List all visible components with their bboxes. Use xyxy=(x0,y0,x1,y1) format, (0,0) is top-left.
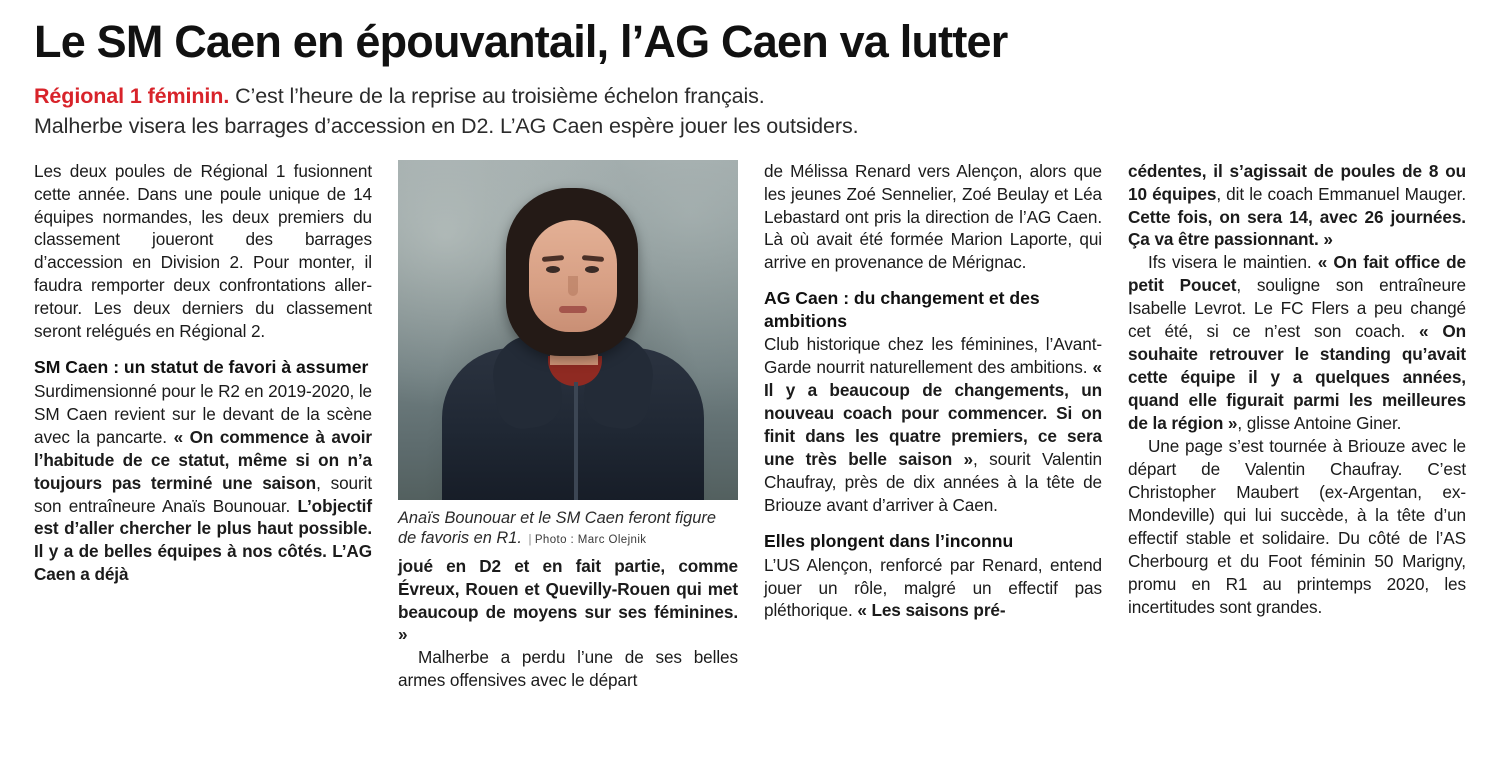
credit-name: Marc Olejnik xyxy=(577,534,647,547)
paragraph xyxy=(764,333,1102,517)
paragraph xyxy=(1128,160,1466,252)
credit-separator: | xyxy=(528,534,532,547)
quote-run: « On commence à avoir l’habitude de ce statut, même si on n’a toujours pas terminé une saison xyxy=(34,426,372,493)
photo-mouth xyxy=(559,306,587,313)
text-run: L’US Alençon, renforcé par Renard, entend jouer un rôle, malgré un effectif pas pléthorique. xyxy=(764,554,1102,621)
section-subhead-sm-caen: SM Caen : un statut de favori à assumer xyxy=(34,357,369,378)
column-1 xyxy=(34,160,372,587)
photo-zipper xyxy=(574,382,578,500)
text-run: , sourit Valentin Chaufray, près de dix années à la tête de Briouze avant d’arriver à Caen. xyxy=(764,449,1102,516)
paragraph xyxy=(1128,251,1466,435)
paragraph xyxy=(34,380,372,587)
paragraph xyxy=(764,554,1102,623)
section-subhead-inconnu: Elles plongent dans l’inconnu xyxy=(764,531,1014,552)
quote-run: Cette fois, on sera 14, avec 26 journées. Ça va être passionnant. » xyxy=(1128,206,1466,250)
page-title: Le SM Caen en épouvantail, l’AG Caen va lutter xyxy=(34,16,1008,67)
text-run: , dit le coach Emmanuel Mauger. xyxy=(1216,183,1467,204)
column-2 xyxy=(398,160,738,693)
caption-text: Anaïs Bounouar et le SM Caen feront figure de favoris en R1. xyxy=(398,508,716,548)
photo-nose xyxy=(568,276,578,296)
paragraph: Les deux poules de Régional 1 fusionnent cette année. Dans une poule unique de 14 équipes normandes, les deux premiers du classement joueront des barrages d’accession en Division 2. Pour monter, il faudra remporter deux confrontations aller-retour. Les deux derniers du classement seront relégués en Régional 2. xyxy=(34,160,372,342)
quote-run: « Les saisons pré- xyxy=(857,600,1006,621)
paragraph: Malherbe a perdu l’une de ses belles armes offensives avec le départ xyxy=(398,647,738,691)
credit-label: Photo : xyxy=(534,534,575,547)
photo-eye-left xyxy=(546,266,560,273)
paragraph: de Mélissa Renard vers Alençon, alors que les jeunes Zoé Sennelier, Zoé Beulay et Léa Lebastard ont pris la direction de l’AG Caen. Là où avait été formée Marion Laporte, qui arrive en provenance de Mérignac. xyxy=(764,160,1102,273)
paragraph: joué en D2 et en fait partie, comme Évreux, Rouen et Quevilly-Rouen qui met beaucoup de moyens sur ses féminines. » xyxy=(398,555,738,645)
article-figure xyxy=(398,160,738,549)
text-run: Ifs visera le maintien. xyxy=(1148,252,1318,273)
text-run: , glisse Antoine Giner. xyxy=(1237,413,1402,434)
quote-run: « On fait office de petit Poucet xyxy=(1128,252,1466,296)
quote-run: L’objectif est d’aller chercher le plus haut possible. Il y a de belles équipes à nos côtés. L’AG Caen a déjà xyxy=(34,495,372,585)
standfirst-line-2: Malherbe visera les barrages d’accession en D2. L’AG Caen espère jouer les outsiders. xyxy=(34,114,859,139)
column-3 xyxy=(764,160,1102,623)
photo-credit xyxy=(526,534,646,546)
photo-eye-right xyxy=(585,266,599,273)
standfirst-line-1: C’est l’heure de la reprise au troisième échelon français. xyxy=(229,83,765,108)
photo-caption xyxy=(398,508,738,549)
quote-run: cédentes, il s’agissait de poules de 8 ou 10 équipes xyxy=(1128,160,1466,204)
section-subhead-ag-caen: AG Caen : du changement et des ambitions xyxy=(764,288,1040,331)
portrait-photo xyxy=(398,160,738,500)
quote-run: « Il y a beaucoup de changements, un nouveau coach pour commencer. Si on finit dans les quatre premiers, ce sera une très belle saison » xyxy=(764,357,1102,470)
column-4 xyxy=(1128,160,1466,619)
standfirst xyxy=(34,81,1164,142)
article-columns xyxy=(34,160,1467,693)
quote-run: « On souhaite retrouver le standing qu’avait cette équipe il y a quelques années, quand elle figurait parmi les meilleures de la région » xyxy=(1128,321,1466,434)
text-run: Surdimensionné pour le R2 en 2019-2020, le SM Caen revient sur le devant de la scène avec la pancarte. xyxy=(34,380,372,447)
text-run: , sourit son entraîneure Anaïs Bounouar. xyxy=(34,472,373,516)
text-run: Club historique chez les féminines, l’Avant-Garde nourrit naturellement des ambitions. xyxy=(764,334,1102,378)
paragraph: Une page s’est tournée à Briouze avec le départ de Valentin Chaufray. C’est Christopher Maubert (ex-Argentan, ex-Mondeville) qui lui succède, à la tête d’un effectif stable et solidaire. Du côté de l’AS Cherbourg et du Foot féminin 50 Marigny, promu en R1 au printemps 2020, les incertitudes sont grandes. xyxy=(1128,436,1466,617)
text-run: , souligne son entraîneure Isabelle Levrot. Le FC Flers a peu changé cet été, si ce n’est son coach. xyxy=(1128,275,1466,342)
standfirst-kicker: Régional 1 féminin. xyxy=(34,83,230,108)
